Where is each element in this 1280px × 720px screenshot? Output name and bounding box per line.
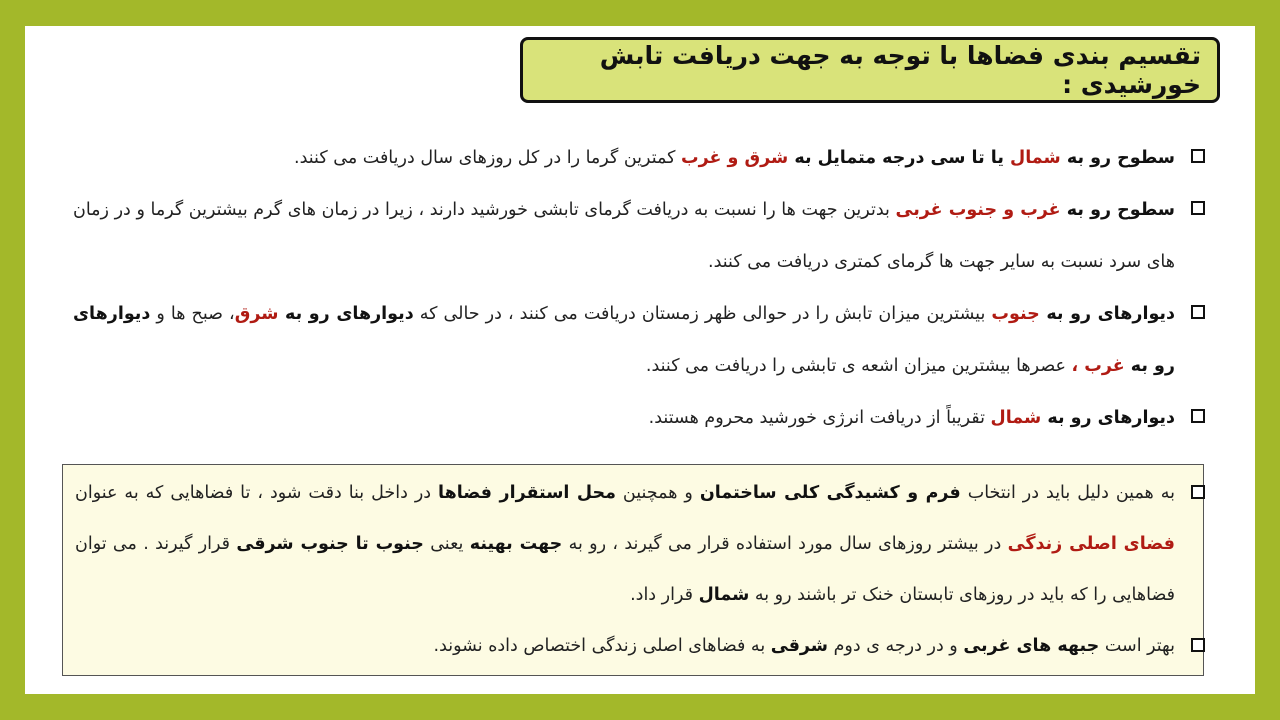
text-run: و در درجه ی دوم <box>828 636 964 656</box>
highlight-text: غرب ، <box>1071 356 1125 376</box>
bold-text: محل استقرار فضاها <box>438 483 616 503</box>
text-run: تقریباً از دریافت انرژی خورشید محروم هستند. <box>648 408 991 428</box>
note-bullet-item <box>75 468 1205 621</box>
bold-text: شرقی <box>770 636 829 656</box>
text-run: بیشترین میزان تابش را در حوالی ظهر زمستان دریافت می کنند ، در حالی که <box>413 304 992 324</box>
bullet-text <box>294 148 1175 168</box>
text-run: در داخل بنا دقت شود ، تا فضاهایی که به عنوان <box>75 483 439 503</box>
checkbox-icon <box>1191 485 1205 499</box>
checkbox-icon <box>1191 149 1205 163</box>
highlight-text: شمال <box>990 408 1042 428</box>
highlight-text: شرق و غرب <box>681 148 789 168</box>
text-run: در بیشتر روزهای سال مورد استفاده قرار می گیرند ، رو به <box>562 534 1008 554</box>
bullet-text <box>73 304 1175 376</box>
note-bullet-text <box>75 483 1175 605</box>
highlight-text: شمال <box>1010 148 1061 168</box>
bullet-item <box>73 184 1205 288</box>
text-run: به فضاهای اصلی زندگی اختصاص داده نشوند. <box>433 636 771 656</box>
highlight-text: شرق <box>234 304 279 324</box>
bullet-list <box>73 132 1205 444</box>
text-run: ، صبح ها و <box>150 304 235 324</box>
bold-text: جنوب تا جنوب شرقی <box>236 534 424 554</box>
text-run: به همین دلیل باید در انتخاب <box>960 483 1176 503</box>
bold-text: دیوارهای رو به <box>278 304 414 324</box>
bold-text: دیوارهای رو به <box>73 304 1175 376</box>
bold-text: سطوح رو به <box>1060 148 1175 168</box>
text-run: قرار گیرند . می توان فضاهایی را که باید در روزهای تابستان خنک تر باشند رو به <box>75 534 1175 605</box>
bold-text: سطوح رو به <box>1060 200 1175 220</box>
note-bullet-item <box>75 621 1205 672</box>
bold-text: جبهه های غربی <box>963 636 1100 656</box>
text-run: عصرها بیشترین میزان اشعه ی تابشی را دریافت می کنند. <box>645 356 1072 376</box>
bold-text: دیوارهای رو به <box>1041 408 1175 428</box>
checkbox-icon <box>1191 638 1205 652</box>
slide-title <box>520 37 1220 103</box>
text-run: بدترین جهت ها را نسبت به دریافت گرمای تابشی خورشید دارند ، زیرا در زمان های گرم بیشترین گرما و در زمان های سرد نسبت به سایر جهت ها گرمای کمتری دریافت می کنند. <box>73 200 1175 272</box>
bullet-text <box>649 408 1175 428</box>
highlight-text: فضای اصلی زندگی <box>1007 534 1175 554</box>
bullet-text <box>73 200 1175 272</box>
bullet-item <box>73 392 1205 444</box>
text-run: یعنی <box>423 534 470 554</box>
slide <box>25 26 1255 694</box>
checkbox-icon <box>1191 409 1205 423</box>
text-run: بهتر است <box>1099 636 1175 656</box>
bullet-item <box>73 288 1205 392</box>
text-run: قرار داد. <box>630 585 699 605</box>
highlight-text: غرب و جنوب غربی <box>895 200 1061 220</box>
bold-text: جهت بهینه <box>469 534 563 554</box>
bold-text: شمال <box>698 585 750 605</box>
title-text: تقسیم بندی فضاها با توجه به جهت دریافت تابش خورشیدی : <box>599 41 1201 99</box>
bold-text: دیوارهای رو به <box>1039 304 1175 324</box>
bold-text: فرم و کشیدگی کلی ساختمان <box>699 483 961 503</box>
checkbox-icon <box>1191 305 1205 319</box>
text-run: کمترین گرما را در کل روزهای سال دریافت می کنند. <box>294 148 681 168</box>
highlight-text: جنوب <box>991 304 1040 324</box>
text-run: و همچنین <box>615 483 700 503</box>
note-bullet-text <box>434 636 1175 656</box>
bold-text: یا تا سی درجه متمایل به <box>788 148 1011 168</box>
bullet-item <box>73 132 1205 184</box>
note-bullet-list <box>75 468 1205 672</box>
checkbox-icon <box>1191 201 1205 215</box>
